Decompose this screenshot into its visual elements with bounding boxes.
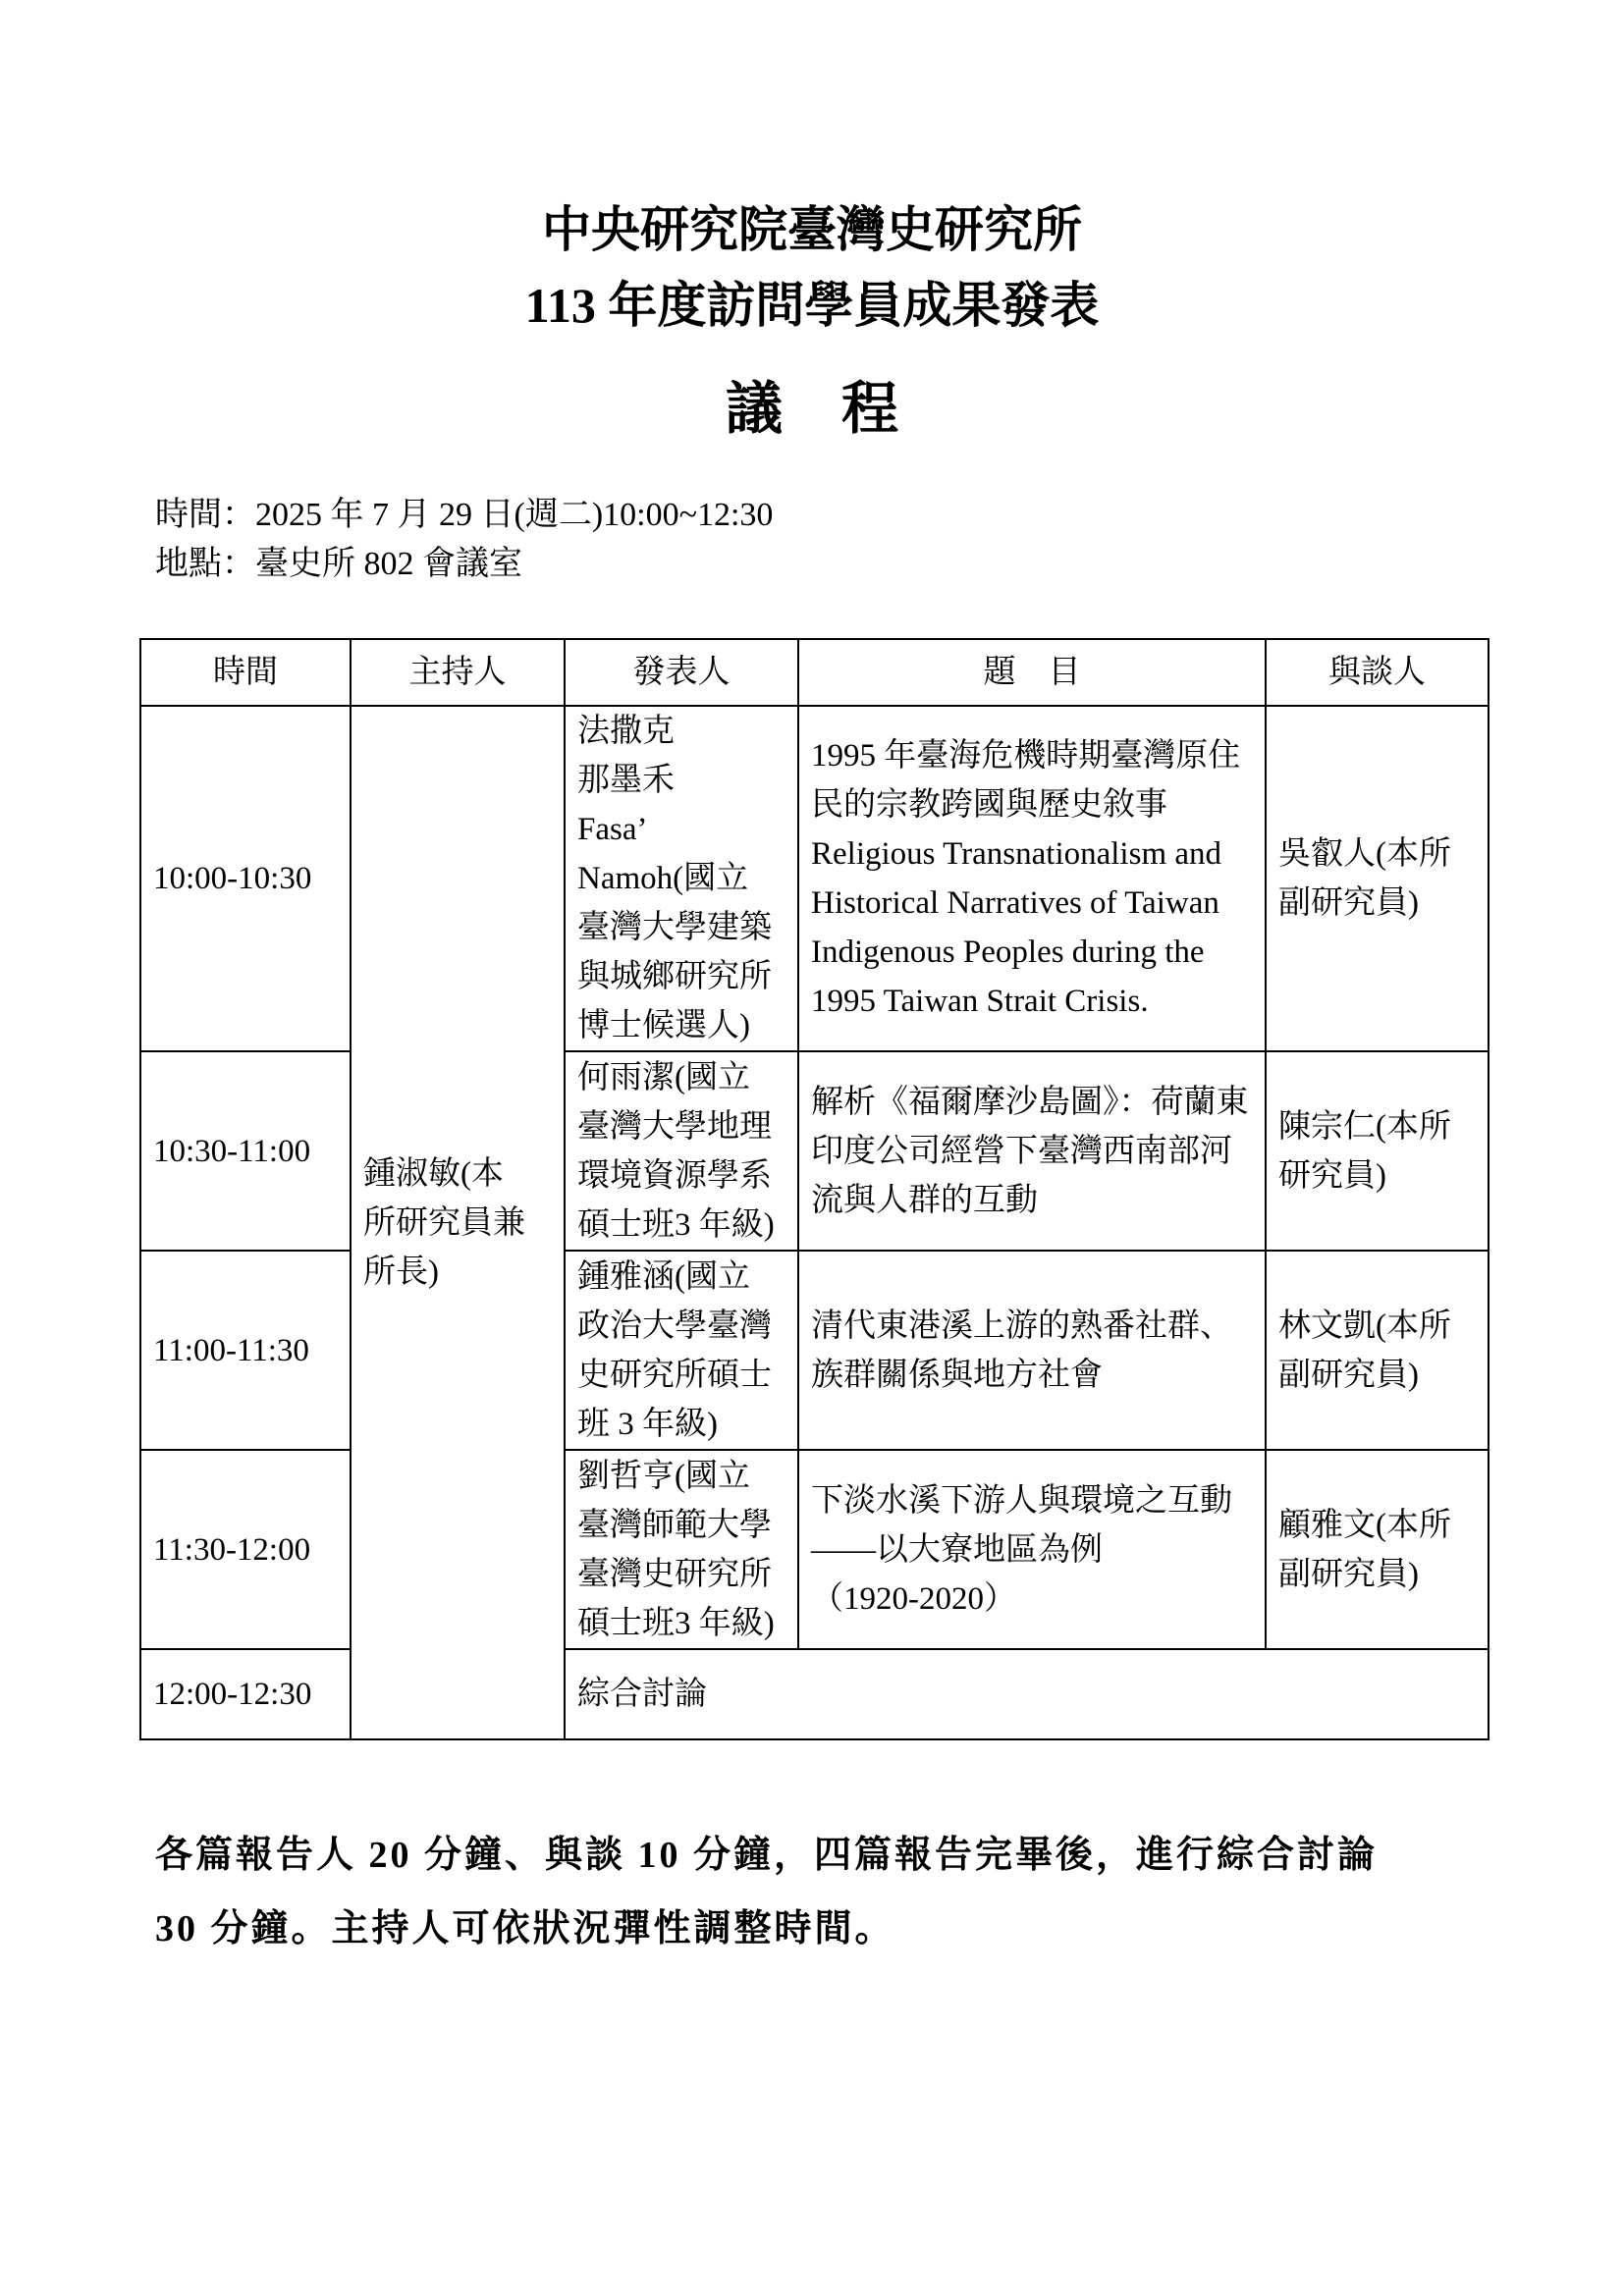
session-time: 12:00-12:30 [140,1649,351,1739]
event-time: 時間：2025 年 7 月 29 日(週二)10:00~12:30 [155,497,774,533]
session-time: 10:00-10:30 [140,706,351,1051]
discussant-cell: 陳宗仁(本所 研究員) [1266,1051,1489,1251]
discussant-cell: 吳叡人(本所 副研究員) [1266,706,1489,1051]
discussant-cell: 顧雅文(本所 副研究員) [1266,1450,1489,1649]
header-time: 時間 [140,639,351,706]
table-row [140,706,1489,1051]
table-header-row [140,639,1489,706]
table-row [140,1251,1489,1450]
session-time: 10:30-11:00 [140,1051,351,1251]
header-topic: 題 目 [798,639,1266,706]
session-time: 11:30-12:00 [140,1450,351,1649]
presenter-cell: 鍾雅涵(國立 政治大學臺灣 史研究所碩士 班 3 年級) [565,1251,798,1450]
document-title-line1: 中央研究院臺灣史研究所 [542,202,1082,257]
table-row [140,1051,1489,1251]
topic-cell: 解析《福爾摩沙島圖》：荷蘭東 印度公司經營下臺灣西南部河 流與人群的互動 [798,1051,1266,1251]
presenter-cell: 劉哲亨(國立 臺灣師範大學 臺灣史研究所 碩士班3 年級) [565,1450,798,1649]
host-cell: 鍾淑敏(本 所研究員兼 所長) [351,706,565,1739]
topic-cell: 1995 年臺海危機時期臺灣原住 民的宗教跨國與歷史敘事 Religious Transnationalism and Historical Narratives of Taiwan Indigenous Peoples during the 1995 Taiwan Strait Crisis. [798,706,1266,1051]
header-discussant: 與談人 [1266,639,1489,706]
session-time: 11:00-11:30 [140,1251,351,1450]
table-row [140,1450,1489,1649]
presenter-cell: 法撒克 那墨禾 Fasa’ Namoh(國立 臺灣大學建築 與城鄉研究所 博士候選人) [565,706,798,1051]
header-presenter: 發表人 [565,639,798,706]
header-host: 主持人 [351,639,565,706]
general-discussion-cell: 綜合討論 [565,1649,1489,1739]
document-title-line2: 113 年度訪問學員成果發表 [524,278,1100,333]
event-place: 地點：臺史所 802 會議室 [155,546,522,582]
note-line2: 30 分鐘。主持人可依狀況彈性調整時間。 [155,1908,895,1949]
schedule-table [139,638,1489,1740]
agenda-heading: 議程 [725,377,957,441]
topic-cell: 清代東港溪上游的熟番社群、 族群關係與地方社會 [798,1251,1266,1450]
table-row-closing [140,1649,1489,1739]
note-line1: 各篇報告人 20 分鐘、與談 10 分鐘，四篇報告完畢後，進行綜合討論 [155,1835,1379,1876]
presenter-cell: 何雨潔(國立 臺灣大學地理 環境資源學系 碩士班3 年級) [565,1051,798,1251]
discussant-cell: 林文凱(本所 副研究員) [1266,1251,1489,1450]
topic-cell: 下淡水溪下游人與環境之互動 ——以大寮地區為例 （1920-2020） [798,1450,1266,1649]
